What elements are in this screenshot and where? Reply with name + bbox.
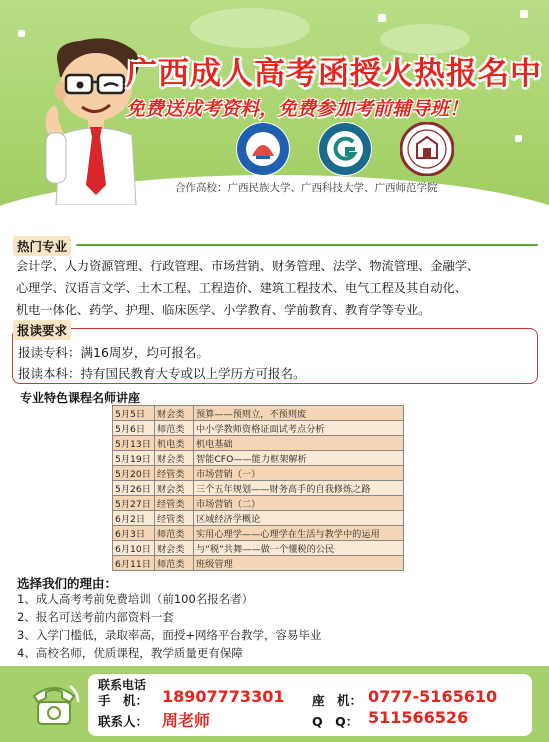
course-date: 6月11日	[113, 556, 155, 571]
course-category: 师范类	[155, 526, 194, 541]
course-date: 6月10日	[113, 541, 155, 556]
mobile-number[interactable]: 18907773301	[162, 687, 285, 706]
majors-line: 会计学、人力资源管理、行政管理、市场营销、财务管理、法学、物流管理、金融学、	[16, 259, 480, 273]
cloud-decoration	[190, 8, 310, 48]
course-topic: 班级管理	[194, 556, 404, 571]
page-title: 广西成人高考函授火热报名中	[126, 56, 542, 92]
contact-title: 联系电话	[98, 678, 147, 692]
guangxi-keji-university-logo	[318, 122, 372, 176]
requirements-label: 报读要求	[13, 320, 71, 340]
page-subtitle: 免费送成考资料，免费参加考前辅导班！	[126, 98, 469, 120]
course-row	[113, 556, 404, 571]
course-category: 财会类	[155, 406, 194, 421]
course-topic: 三个五年规划——财务高手的自我修炼之路	[194, 481, 404, 496]
course-topic: 市场营销（二）	[194, 496, 404, 511]
majors-line: 机电一体化、药学、护理、临床医学、小学教育、学前教育、教育学等专业。	[16, 303, 431, 317]
course-row	[113, 421, 404, 436]
landline-label: 座 机：	[312, 693, 363, 708]
partner-universities: 合作高校：广西民族大学、广西科技大学、广西师范学院	[175, 182, 438, 194]
reasons-title: 选择我们的理由：	[17, 576, 118, 591]
qq-number[interactable]: 511566526	[368, 708, 469, 727]
course-category: 财会类	[155, 541, 194, 556]
course-category: 师范类	[155, 421, 194, 436]
guangxi-minzu-university-logo	[236, 122, 290, 176]
guangxi-shifan-university-logo	[400, 122, 454, 176]
requirement-benke: 报读本科：持有国民教育大专或以上学历方可报名。	[18, 366, 306, 381]
square-decoration	[520, 10, 528, 18]
course-topic: 预算——预则立，不预则废	[194, 406, 404, 421]
hot-majors-list	[16, 255, 536, 321]
course-row	[113, 436, 404, 451]
mobile-label: 手 机：	[98, 693, 149, 708]
qq-label: Q Q：	[312, 714, 359, 729]
course-topic: 市场营销（一）	[194, 466, 404, 481]
course-category: 财会类	[155, 481, 194, 496]
course-date: 6月2日	[113, 511, 155, 526]
course-topic: 智能CFO——能力框架解析	[194, 451, 404, 466]
majors-line: 心理学、汉语言文学、土木工程、工程造价、建筑工程技术、电气工程及其自动化、	[16, 281, 467, 295]
course-date: 5月27日	[113, 496, 155, 511]
course-row	[113, 451, 404, 466]
course-category: 师范类	[155, 556, 194, 571]
course-date: 5月20日	[113, 466, 155, 481]
header-banner	[0, 0, 549, 215]
landline-number[interactable]: 0777-5165610	[368, 687, 498, 706]
reason-item: 1、成人高考考前免费培训（前100名报名者）	[17, 592, 254, 606]
course-category: 经管类	[155, 466, 194, 481]
course-date: 6月3日	[113, 526, 155, 541]
course-category: 经管类	[155, 496, 194, 511]
course-row	[113, 466, 404, 481]
course-topic: 中小学教师资格证面试考点分析	[194, 421, 404, 436]
course-row	[113, 481, 404, 496]
course-category: 财会类	[155, 451, 194, 466]
contact-person: 周老师	[162, 711, 211, 730]
course-date: 5月5日	[113, 406, 155, 421]
course-category: 机电类	[155, 436, 194, 451]
course-topic: 区域经济学概论	[194, 511, 404, 526]
course-row	[113, 496, 404, 511]
requirement-zhuanke: 报读专科：满16周岁，均可报名。	[18, 345, 209, 360]
course-date: 5月6日	[113, 421, 155, 436]
courses-title: 专业特色课程名师讲座	[20, 391, 141, 405]
reason-item: 3、入学门槛低，录取率高，面授+网络平台教学，容易毕业	[17, 628, 322, 642]
course-category: 经管类	[155, 511, 194, 526]
course-row	[113, 406, 404, 421]
reason-item: 2、报名可送考前内部资料一套	[17, 610, 174, 624]
course-row	[113, 541, 404, 556]
course-schedule-table	[112, 405, 404, 571]
course-topic: 与“税”共舞——做一个懂税的公民	[194, 541, 404, 556]
hot-majors-label: 热门专业	[13, 236, 71, 256]
contact-person-label: 联系人：	[98, 714, 149, 729]
course-date: 5月13日	[113, 436, 155, 451]
course-date: 5月26日	[113, 481, 155, 496]
square-decoration	[515, 135, 522, 142]
square-decoration	[18, 30, 25, 37]
course-date: 5月19日	[113, 451, 155, 466]
course-topic: 机电基础	[194, 436, 404, 451]
course-row	[113, 511, 404, 526]
section-divider	[76, 244, 538, 246]
course-topic: 实用心理学——心理学在生活与教学中的运用	[194, 526, 404, 541]
reason-item: 4、高校名师，优质课程，教学质量更有保障	[17, 646, 243, 660]
telephone-icon	[26, 676, 82, 732]
course-row	[113, 526, 404, 541]
square-decoration	[378, 14, 386, 22]
